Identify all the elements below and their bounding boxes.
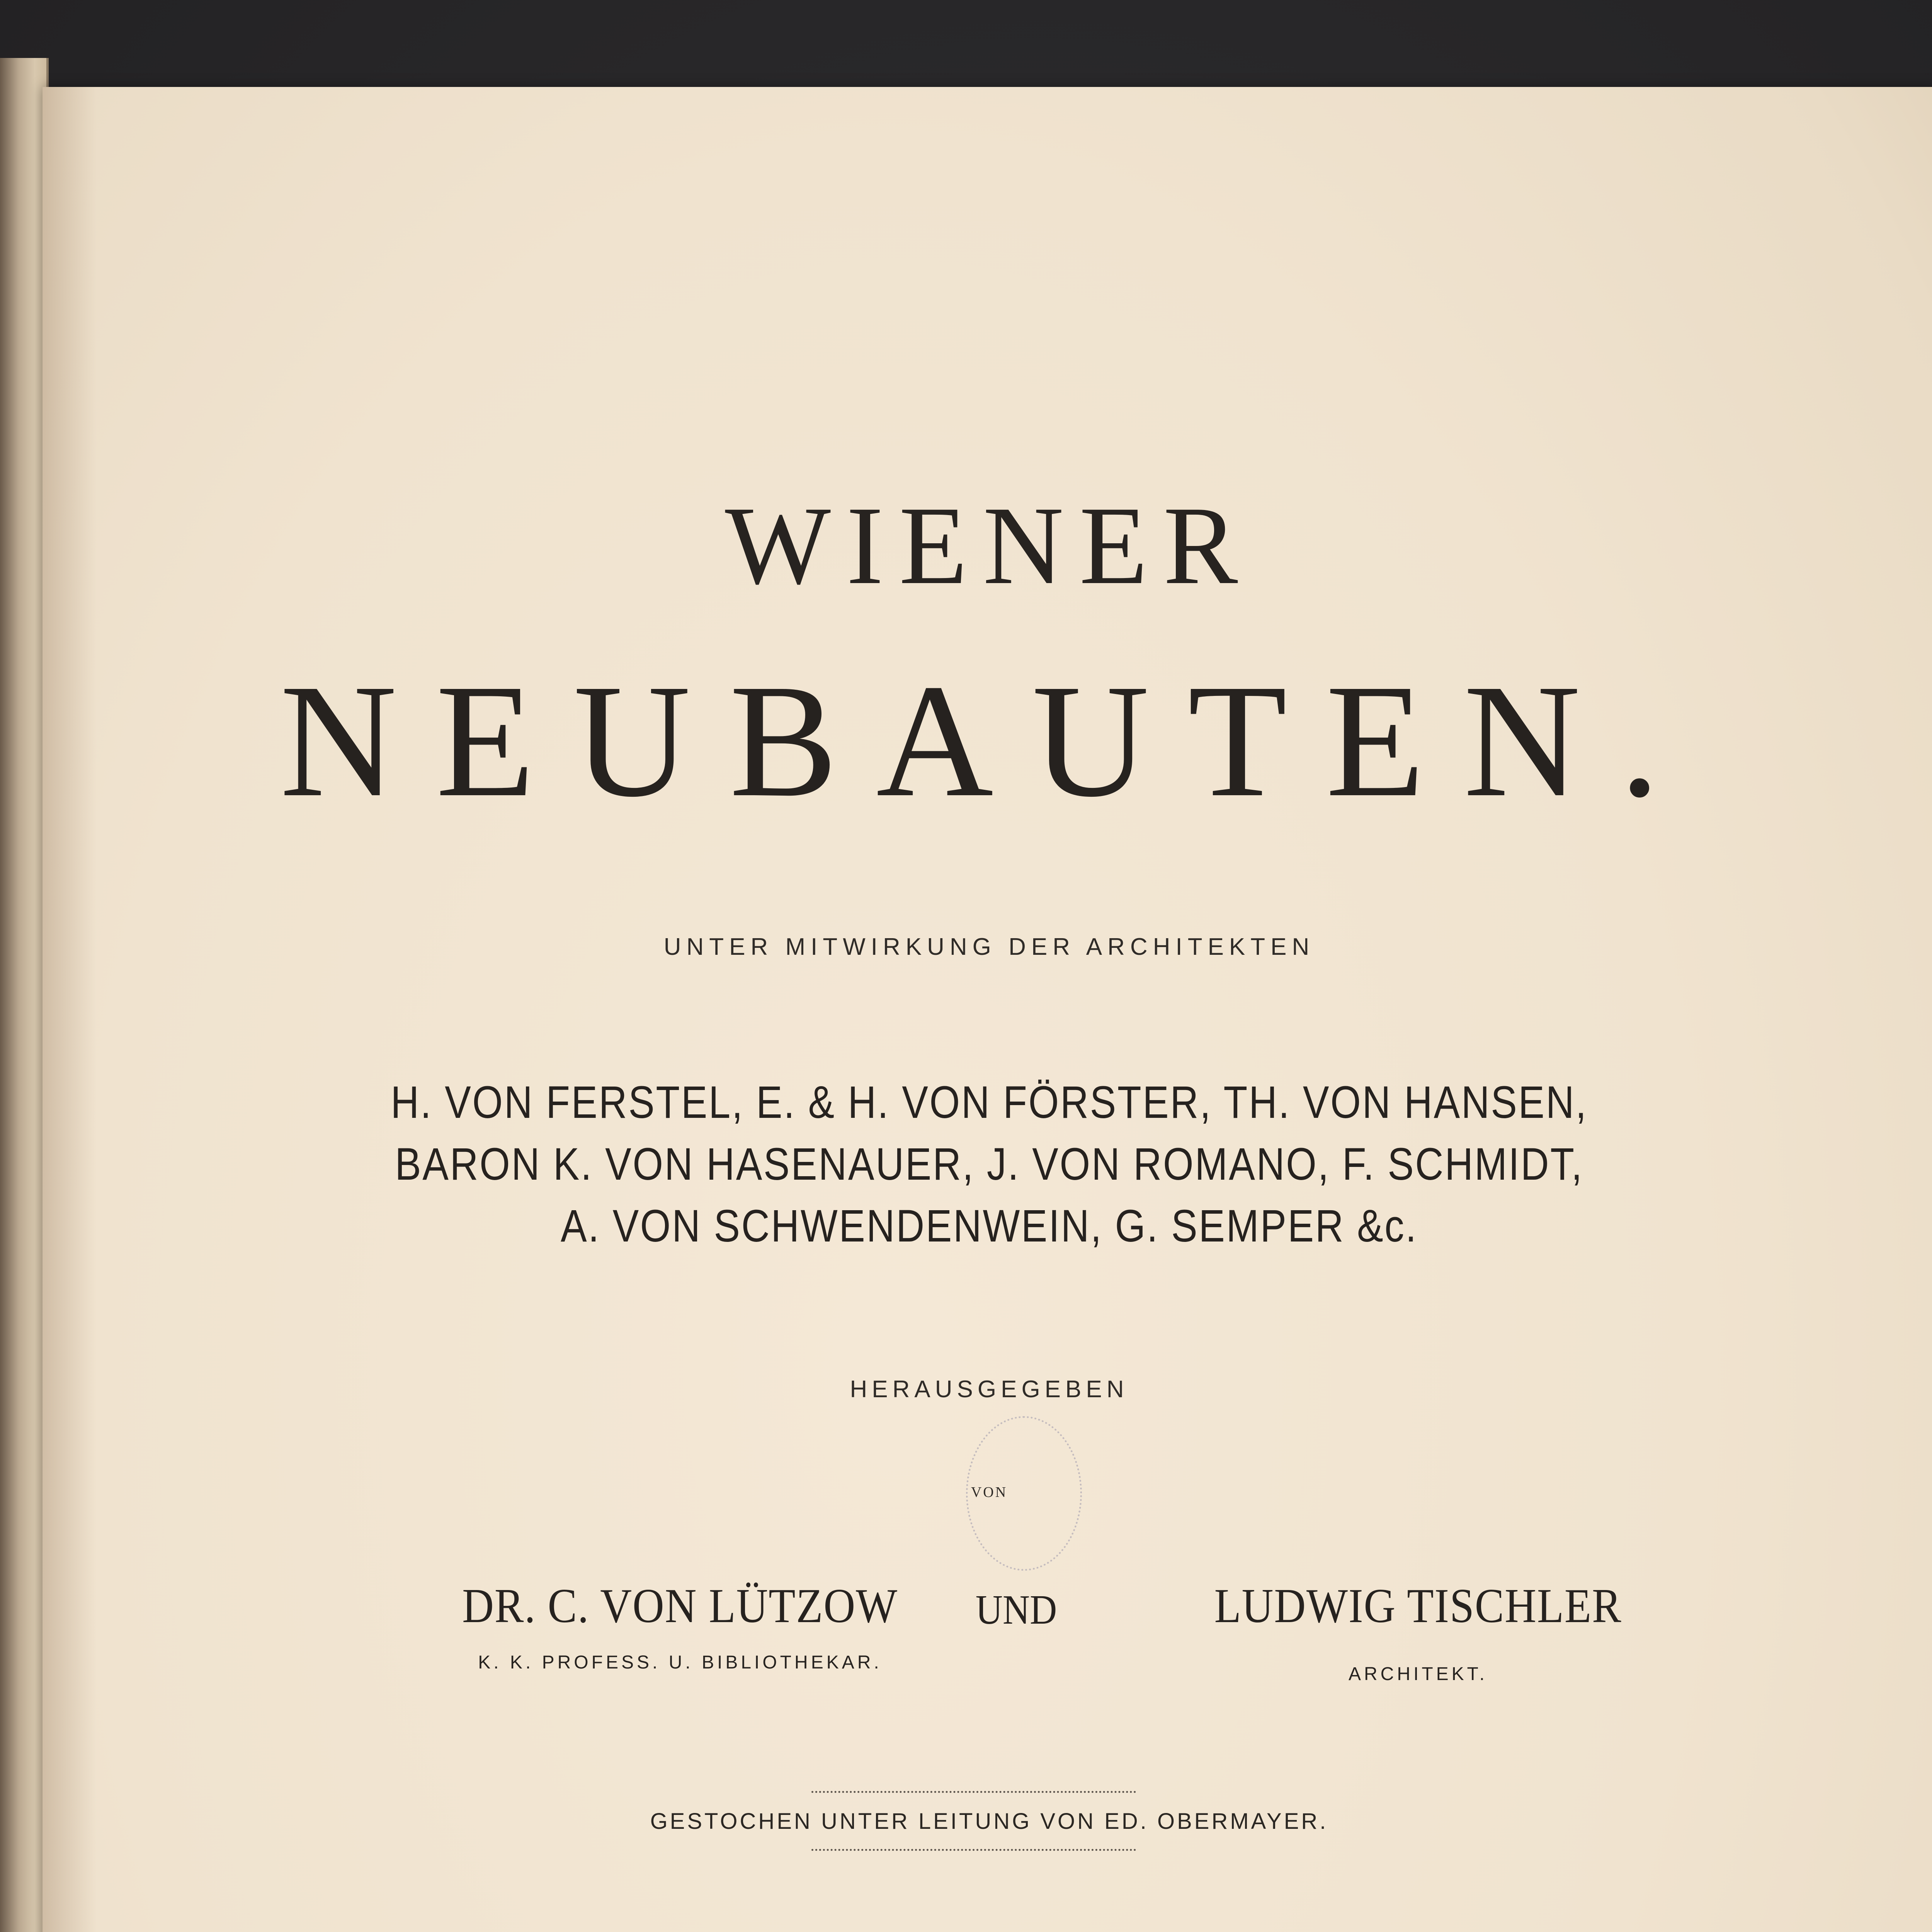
title-line-2: NEUBAUTEN. <box>280 651 1699 830</box>
editor-1-name: DR. C. VON LÜTZOW <box>462 1579 898 1633</box>
title-page <box>43 87 1932 1932</box>
editor-2-role: ARCHITEKT. <box>1348 1664 1488 1684</box>
engraving-rule-top <box>811 1791 1136 1793</box>
editors-conjunction: UND <box>975 1587 1057 1633</box>
collaboration-subtitle: UNTER MITWIRKUNG DER ARCHITEKTEN <box>663 934 1315 960</box>
title-line-1: WIENER <box>725 483 1253 607</box>
editor-2-name: LUDWIG TISCHLER <box>1214 1579 1622 1633</box>
previous-page-edge <box>0 58 49 1932</box>
architects-line-2: BARON K. VON HASENAUER, J. VON ROMANO, F. SCHMIDT, <box>395 1139 1583 1190</box>
page-gutter-shadow <box>43 87 97 1932</box>
architects-line-1: H. VON FERSTEL, E. & H. VON FÖRSTER, TH. VON HANSEN, <box>391 1077 1588 1128</box>
editor-1-role: K. K. PROFESS. U. BIBLIOTHEKAR. <box>478 1652 882 1673</box>
engraving-credit: GESTOCHEN UNTER LEITUNG VON ED. OBERMAYER. <box>650 1809 1328 1834</box>
by-label: VON <box>971 1484 1008 1500</box>
edited-label: HERAUSGEGEBEN <box>850 1376 1129 1403</box>
engraving-rule-bottom <box>811 1849 1136 1851</box>
architects-line-3: A. VON SCHWENDENWEIN, G. SEMPER &c. <box>561 1201 1418 1252</box>
